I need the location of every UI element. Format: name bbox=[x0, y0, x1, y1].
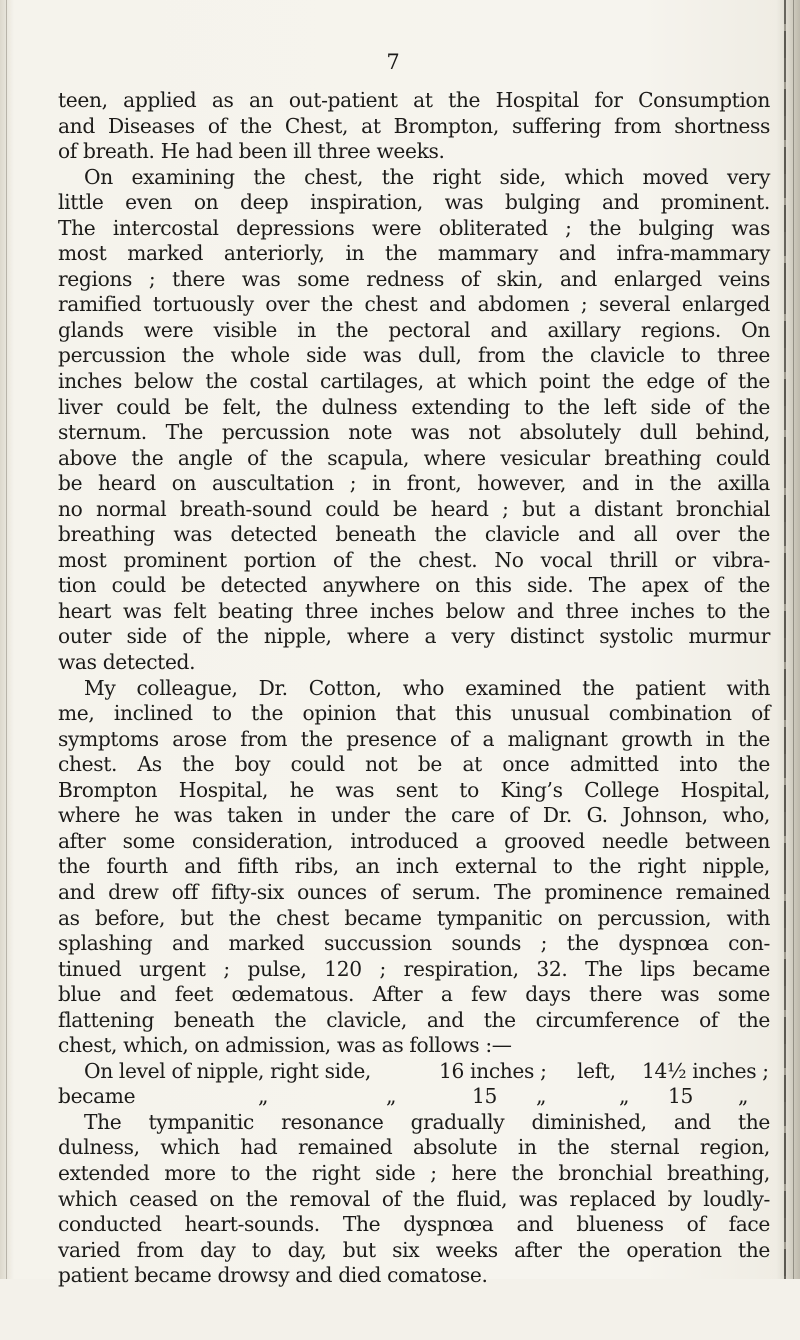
text-line: heart was felt beating three inches below and three inches to the bbox=[58, 598, 770, 623]
text-line: outer side of the nipple, where a very distinct systolic murmur bbox=[58, 624, 770, 649]
text-line: most marked anteriorly, in the mammary and infra-mammary bbox=[58, 241, 770, 266]
text-line: varied from day to day, but six weeks after the operation the bbox=[58, 1237, 770, 1262]
text-line: conducted heart-sounds. The dyspnœa and blueness of face bbox=[58, 1212, 770, 1237]
measurement-row-nipple bbox=[58, 1059, 770, 1085]
text-line: glands were visible in the pectoral and axillary regions. On bbox=[58, 317, 770, 342]
text-line: teen, applied as an out-patient at the Hospital for Consumption bbox=[58, 88, 770, 112]
right-side-value: 16 inches ; bbox=[439, 1058, 547, 1083]
text-line: The intercostal depressions were obliterated ; the bulging was bbox=[58, 215, 770, 240]
text-line: be heard on auscultation ; in front, however, and in the axilla bbox=[58, 471, 770, 496]
text-line: My colleague, Dr. Cotton, who examined the patient with bbox=[84, 675, 770, 700]
text-line: which ceased on the removal of the fluid, was replaced by loudly- bbox=[58, 1186, 770, 1211]
text-line: On examining the chest, the right side, which moved very bbox=[84, 164, 770, 189]
page-number: 7 bbox=[386, 50, 400, 74]
paragraphs-after-measurements bbox=[58, 1110, 770, 1289]
text-line: inches below the costal cartilages, at which point the edge of the bbox=[58, 369, 770, 394]
text-line: after some consideration, introduced a grooved needle between bbox=[58, 828, 770, 853]
text-line: regions ; there was some redness of skin, and enlarged veins bbox=[58, 266, 770, 291]
ditto-mark: „ bbox=[386, 1084, 397, 1109]
text-line: liver could be felt, the dulness extending to the left side of the bbox=[58, 394, 770, 419]
text-line: sternum. The percussion note was not absolutely dull behind, bbox=[58, 420, 770, 445]
text-line: percussion the whole side was dull, from the clavicle to three bbox=[58, 343, 770, 368]
measurement-row-became bbox=[58, 1084, 770, 1110]
ditto-mark: „ bbox=[536, 1084, 547, 1109]
text-line: above the angle of the scapula, where vesicular breathing could bbox=[58, 445, 770, 470]
right-side-value-became: 15 bbox=[472, 1084, 497, 1109]
text-line: ramified tortuously over the chest and abdomen ; several enlarged bbox=[58, 292, 770, 317]
text-line: most prominent portion of the chest. No vocal thrill or vibra- bbox=[58, 547, 770, 572]
text-line: and drew off fifty-six ounces of serum. The prominence remained bbox=[58, 879, 770, 904]
paragraphs-before-measurements bbox=[58, 88, 770, 1059]
text-line: extended more to the right side ; here the bronchial breathing, bbox=[58, 1160, 770, 1185]
gutter-line bbox=[6, 0, 7, 1279]
text-line: chest, which, on admission, was as follows :— bbox=[58, 1033, 512, 1058]
text-line: dulness, which had remained absolute in the sternal region, bbox=[58, 1135, 770, 1160]
page-gutter-left bbox=[0, 0, 14, 1279]
text-line: was detected. bbox=[58, 650, 196, 675]
text-line: and Diseases of the Chest, at Brompton, suffering from shortness bbox=[58, 113, 770, 138]
text-line: no normal breath-sound could be heard ; but a distant bronchial bbox=[58, 496, 770, 521]
text-line: the fourth and fifth ribs, an inch external to the right nipple, bbox=[58, 854, 770, 879]
text-line: blue and feet œdematous. After a few days there was some bbox=[58, 982, 770, 1007]
text-line: me, inclined to the opinion that this unusual combination of bbox=[58, 701, 770, 726]
body-text bbox=[58, 88, 770, 1289]
text-line: little even on deep inspiration, was bulging and prominent. bbox=[58, 190, 770, 215]
left-side-value: 14½ inches ; bbox=[642, 1058, 769, 1083]
text-line: symptoms arose from the presence of a malignant growth in the bbox=[58, 726, 770, 751]
text-line: patient became drowsy and died comatose. bbox=[58, 1263, 488, 1288]
left-side-label: left, bbox=[577, 1058, 616, 1083]
text-line: tion could be detected anywhere on this side. The apex of the bbox=[58, 573, 770, 598]
ditto-mark: „ bbox=[619, 1084, 630, 1109]
text-line: chest. As the boy could not be at once admitted into the bbox=[58, 752, 770, 777]
text-line: as before, but the chest became tympanitic on percussion, with bbox=[58, 905, 770, 930]
binding-edge bbox=[784, 0, 786, 1279]
text-line: tinued urgent ; pulse, 120 ; respiration, 32. The lips became bbox=[58, 956, 770, 981]
text-line: flattening beneath the clavicle, and the circumference of the bbox=[58, 1007, 770, 1032]
text-line: Brompton Hospital, he was sent to King’s College Hospital, bbox=[58, 777, 770, 802]
ditto-mark: „ bbox=[738, 1084, 749, 1109]
left-side-value-became: 15 bbox=[668, 1084, 693, 1109]
text-line: splashing and marked succussion sounds ; the dyspnœa con- bbox=[58, 931, 770, 956]
text-line: where he was taken in under the care of Dr. G. Johnson, who, bbox=[58, 803, 770, 828]
became-label: became bbox=[58, 1084, 136, 1109]
text-line: The tympanitic resonance gradually diminished, and the bbox=[84, 1109, 770, 1134]
text-line: of breath. He had been ill three weeks. bbox=[58, 139, 445, 164]
text-line: breathing was detected beneath the clavicle and all over the bbox=[58, 522, 770, 547]
ditto-mark: „ bbox=[258, 1084, 269, 1109]
binding-edge-outer bbox=[793, 0, 794, 1279]
page-edge-right bbox=[776, 0, 800, 1279]
measurement-label: On level of nipple, right side, bbox=[84, 1058, 371, 1083]
